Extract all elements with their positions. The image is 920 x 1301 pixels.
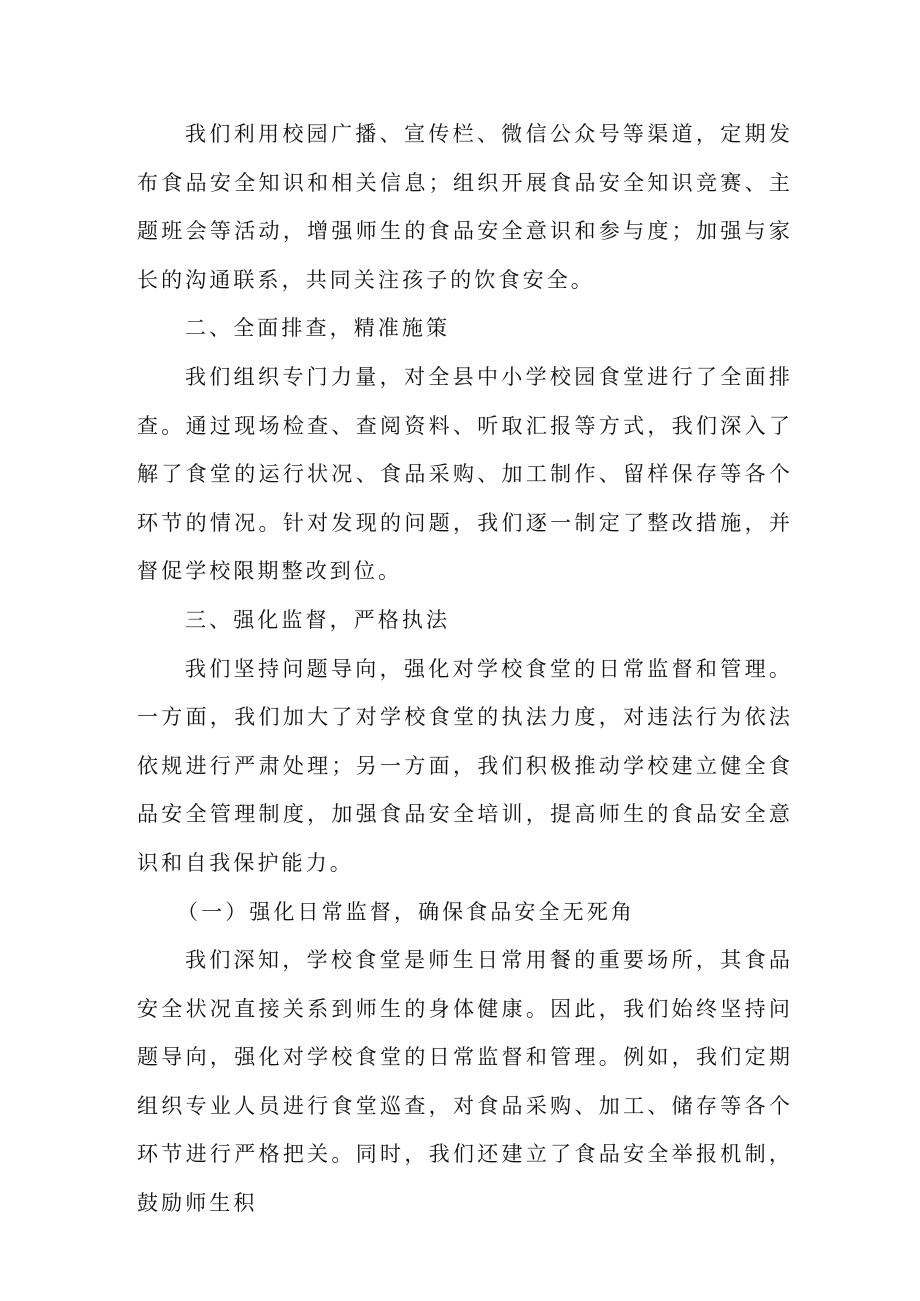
paragraph-daily-supervision: 我们深知，学校食堂是师生日常用餐的重要场所，其食品安全状况直接关系到师生的身体健康。因此，我们始终坚持问题导向，强化对学校食堂的日常监督和管理。例如，我们定期组织专业人员进行食堂巡查，对食品采购、加工、储存等各个环节进行严格把关。同时，我们还建立了食品安全举报机制，鼓励师生积	[137, 948, 793, 1216]
subsection-heading-1: （一）强化日常监督，确保食品安全无死角	[177, 899, 635, 924]
document-body	[137, 110, 793, 1228]
section-heading-3: 三、强化监督，严格执法	[185, 607, 451, 632]
paragraph-publicity: 我们利用校园广播、宣传栏、微信公众号等渠道，定期发布食品安全知识和相关信息；组织开展食品安全知识竞赛、主题班会等活动，增强师生的食品安全意识和参与度；加强与家长的沟通联系，共同关注孩子的饮食安全。	[137, 122, 793, 292]
paragraph-supervision: 我们坚持问题导向，强化对学校食堂的日常监督和管理。一方面，我们加大了对学校食堂的执法力度，对违法行为依法依规进行严肃处理；另一方面，我们积极推动学校建立健全食品安全管理制度，加强食品安全培训，提高师生的食品安全意识和自我保护能力。	[137, 656, 793, 875]
section-heading-2: 二、全面排查，精准施策	[185, 316, 451, 341]
paragraph-inspection: 我们组织专门力量，对全县中小学校园食堂进行了全面排查。通过现场检查、查阅资料、听取汇报等方式，我们深入了解了食堂的运行状况、食品采购、加工制作、留样保存等各个环节的情况。针对发现的问题，我们逐一制定了整改措施，并督促学校限期整改到位。	[137, 364, 793, 584]
